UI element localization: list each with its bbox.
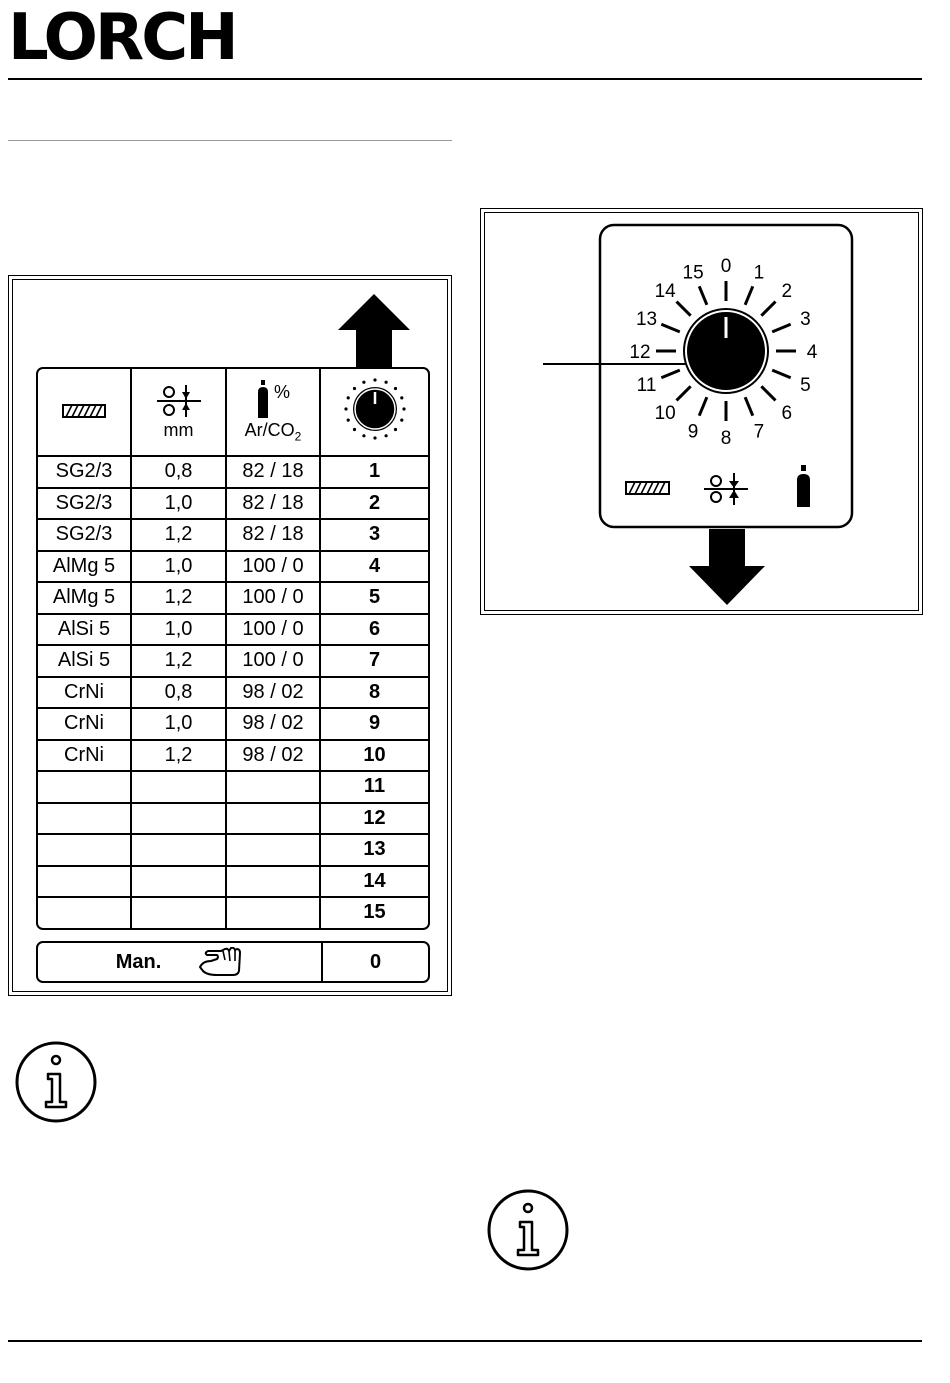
- cell-knob-position: 12: [321, 804, 428, 836]
- cell-material: CrNi: [38, 678, 132, 710]
- cell-knob-position: 4: [321, 552, 428, 584]
- table-row: [38, 678, 428, 710]
- cell-diameter: [132, 804, 227, 836]
- dial-label: 11: [636, 374, 657, 396]
- dial-label: 15: [682, 262, 704, 284]
- table-row: [38, 898, 428, 928]
- cell-material: SG2/3: [38, 520, 132, 552]
- cell-diameter: [132, 772, 227, 804]
- footer-rule: [8, 1340, 922, 1342]
- knob-tick: [362, 381, 365, 384]
- cell-material: [38, 804, 132, 836]
- cell-material: SG2/3: [38, 457, 132, 489]
- table-row: [38, 646, 428, 678]
- table-row: [38, 867, 428, 899]
- table-row: [38, 552, 428, 584]
- table-row: [38, 772, 428, 804]
- knob-tick: [393, 387, 396, 390]
- wire-material-icon: [626, 482, 669, 494]
- dial-label: 13: [635, 309, 658, 331]
- cell-diameter: 1,0: [132, 615, 227, 647]
- dial-label: 2: [781, 281, 793, 303]
- table-row: [38, 835, 428, 867]
- dial-panel: [480, 208, 923, 615]
- cell-gas-mix: [227, 867, 321, 899]
- cell-material: [38, 898, 132, 928]
- cell-knob-position: 15: [363, 901, 386, 924]
- cell-knob-position: 6: [321, 615, 428, 647]
- table-row: [38, 489, 428, 521]
- dial-label: 12: [629, 342, 651, 363]
- table-row: [38, 804, 428, 836]
- cell-diameter: 1,2: [132, 646, 227, 678]
- knob-icon: [342, 376, 408, 442]
- gas-percent-label: %: [273, 382, 290, 403]
- gas-bottle-icon: [256, 380, 270, 418]
- cell-material: AlSi 5: [38, 615, 132, 647]
- brand-logo: LORCH: [8, 1, 236, 75]
- dial-label: 14: [654, 281, 676, 303]
- table-header-row: [38, 369, 428, 457]
- knob-tick: [344, 407, 347, 410]
- cell-knob-position: 3: [321, 520, 428, 552]
- cell-gas-mix: 98 / 02: [227, 709, 321, 741]
- cell-gas-mix: 98 / 02: [227, 678, 321, 710]
- dial-label: 10: [654, 402, 676, 424]
- knob-tick: [346, 396, 349, 399]
- table-row: [38, 615, 428, 647]
- table-row: [38, 583, 428, 615]
- cell-material: AlMg 5: [38, 583, 132, 615]
- wire-diameter-icon: [156, 384, 202, 418]
- header-wire-material: [38, 369, 132, 457]
- cell-knob-position: 5: [321, 583, 428, 615]
- table-row: [38, 457, 428, 489]
- cell-material: [38, 835, 132, 867]
- dial-label: 5: [800, 374, 811, 396]
- cell-material: AlMg 5: [38, 552, 132, 584]
- dial-label: 3: [800, 309, 811, 331]
- knob-tick: [373, 378, 376, 381]
- table-row: [38, 520, 428, 552]
- cell-knob-position: 10: [321, 741, 428, 773]
- cell-gas-mix: 100 / 0: [227, 615, 321, 647]
- dial-label: 1: [753, 262, 765, 284]
- cell-knob-position: 13: [321, 835, 428, 867]
- cell-diameter: 1,2: [132, 741, 227, 773]
- table-row: [38, 741, 428, 773]
- header-gas-mix: [227, 369, 321, 457]
- knob-tick: [384, 381, 387, 384]
- dial-label: 9: [687, 421, 699, 443]
- knob-tick: [384, 434, 387, 437]
- info-icon: [14, 1040, 98, 1124]
- cell-knob-position: 9: [321, 709, 428, 741]
- cell-gas-mix: [227, 772, 321, 804]
- cell-knob-position: 14: [321, 867, 428, 899]
- dial-label: 0: [720, 256, 732, 277]
- selector-dial-illustration: [485, 213, 920, 612]
- manual-mode-row: [36, 941, 430, 983]
- cell-gas-mix: 82 / 18: [227, 520, 321, 552]
- cell-gas-mix: 100 / 0: [227, 583, 321, 615]
- table-row: [38, 709, 428, 741]
- section-rule: [8, 140, 452, 141]
- knob-tick: [346, 418, 349, 421]
- knob-tick: [402, 407, 405, 410]
- dial-label: 6: [781, 402, 793, 424]
- wire-diameter-unit: mm: [163, 419, 194, 440]
- cell-diameter: 1,2: [132, 583, 227, 615]
- cell-gas-mix: [227, 804, 321, 836]
- cell-diameter: 0,8: [132, 457, 227, 489]
- knob-tick: [362, 434, 365, 437]
- cell-knob-position: 11: [321, 772, 428, 804]
- gas-mix-subscript: 2: [294, 429, 302, 444]
- cell-diameter: [132, 898, 227, 928]
- cell-diameter: 1,0: [132, 489, 227, 521]
- cell-diameter: 1,2: [132, 520, 227, 552]
- wire-material-icon: [62, 404, 106, 418]
- knob-tick: [352, 387, 355, 390]
- header-wire-diameter: [132, 369, 227, 457]
- knob-tick: [400, 396, 403, 399]
- cell-gas-mix: [227, 835, 321, 867]
- cell-knob-position: 8: [321, 678, 428, 710]
- manual-mode-position: 0: [369, 950, 382, 973]
- knob-tick: [352, 428, 355, 431]
- dial-label: 4: [806, 342, 818, 363]
- arrow-down-icon: [689, 529, 765, 605]
- cell-diameter: 0,8: [132, 678, 227, 710]
- cell-knob-position: 1: [321, 457, 428, 489]
- settings-table: [36, 367, 430, 930]
- knob-tick: [400, 418, 403, 421]
- manual-mode-label: Man.: [115, 950, 162, 973]
- cell-knob-position: 2: [321, 489, 428, 521]
- dial-label: 7: [753, 421, 765, 443]
- cell-material: AlSi 5: [38, 646, 132, 678]
- cell-gas-mix: 100 / 0: [227, 646, 321, 678]
- cell-diameter: [132, 867, 227, 899]
- cell-material: CrNi: [38, 741, 132, 773]
- dial-panel-inner: [484, 212, 919, 611]
- cell-gas-mix: 100 / 0: [227, 552, 321, 584]
- arrow-up-icon: [336, 292, 412, 368]
- manual-mode-label-cell: [38, 943, 323, 981]
- cell-diameter: [132, 835, 227, 867]
- gas-mix-prefix: Ar/CO: [244, 420, 295, 441]
- cell-material: CrNi: [38, 709, 132, 741]
- cell-material: [38, 772, 132, 804]
- gas-mix-label: [245, 420, 302, 444]
- cell-gas-mix: [227, 898, 321, 928]
- cell-gas-mix: 82 / 18: [227, 457, 321, 489]
- knob-tick: [393, 428, 396, 431]
- cell-gas-mix: 82 / 18: [227, 489, 321, 521]
- knob-tick: [373, 436, 376, 439]
- cell-diameter: 1,0: [132, 552, 227, 584]
- cell-knob-position: 7: [321, 646, 428, 678]
- info-icon: [486, 1188, 570, 1272]
- cell-gas-mix: 98 / 02: [227, 741, 321, 773]
- header-rule: [8, 78, 922, 80]
- cell-material: SG2/3: [38, 489, 132, 521]
- hand-icon: [197, 947, 243, 977]
- cell-diameter: 1,0: [132, 709, 227, 741]
- settings-table-panel: [8, 275, 452, 996]
- header-knob-position: [321, 369, 428, 457]
- dial-label: 8: [720, 428, 732, 449]
- cell-material: [38, 867, 132, 899]
- settings-table-panel-inner: [12, 279, 448, 992]
